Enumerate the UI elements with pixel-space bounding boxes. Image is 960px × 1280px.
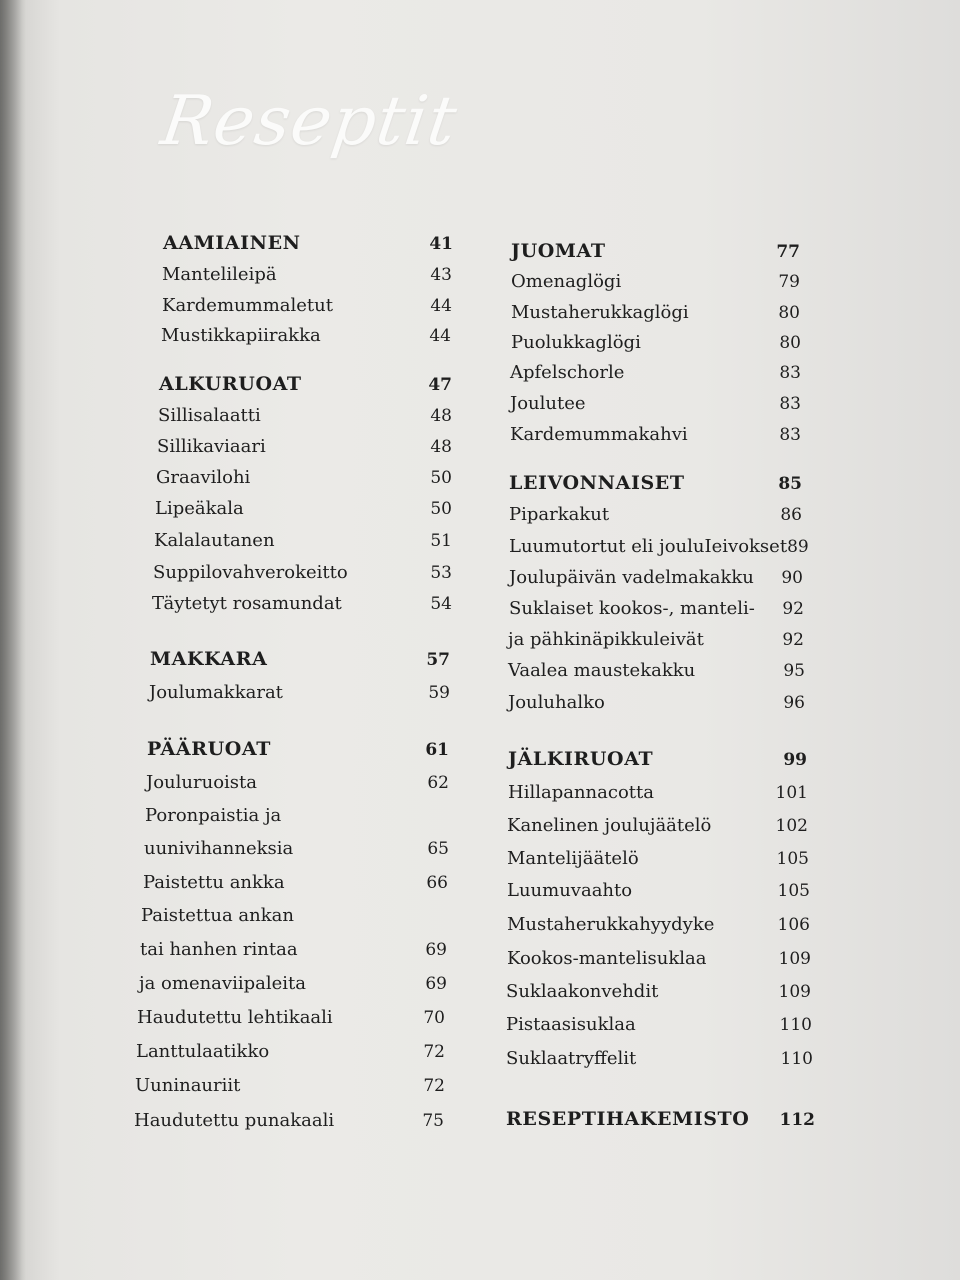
toc-right-entry <box>507 914 810 935</box>
page-number: 105 <box>776 849 809 869</box>
page-number: 110 <box>780 1049 813 1069</box>
toc-left-entry <box>140 939 447 960</box>
toc-right-entry <box>506 981 811 1002</box>
recipe-name: Mustaherukkahyydyke <box>507 914 715 935</box>
toc-left-entry <box>154 530 452 551</box>
section-title: LEIVONNAISET <box>509 472 685 494</box>
recipe-name: uunivihanneksia <box>144 838 294 859</box>
recipe-name: Poronpaistia ja <box>145 805 282 826</box>
recipe-name: Kalalautanen <box>154 530 275 551</box>
recipe-name: Haudutettu lehtikaali <box>137 1007 333 1028</box>
toc-left-section-heading <box>150 648 450 670</box>
page-number: 69 <box>425 940 447 960</box>
recipe-name: Suklaiset kookos-, manteli- <box>509 598 755 619</box>
toc-right-entry <box>507 948 811 969</box>
toc-right-entry <box>506 1048 813 1069</box>
recipe-name: Hillapannacotta <box>508 782 654 803</box>
toc-right-entry <box>508 692 805 713</box>
page-number: 101 <box>775 783 808 803</box>
recipe-name: Pistaasisuklaa <box>506 1014 636 1035</box>
toc-left-section-heading <box>159 373 452 395</box>
page-number: 50 <box>430 468 452 488</box>
page-number: 62 <box>427 773 449 793</box>
recipe-name: Jouluhalko <box>508 692 605 713</box>
page-number: 109 <box>778 982 811 1002</box>
toc-left-entry <box>143 872 448 893</box>
page-number: 96 <box>783 693 805 713</box>
recipe-name: Kanelinen joulujäätelö <box>507 815 712 836</box>
section-title: ALKURUOAT <box>159 373 302 395</box>
toc-left-entry <box>158 405 452 426</box>
toc-left-entry <box>141 905 447 926</box>
toc-left-entry <box>162 295 452 316</box>
toc-right-section-heading <box>511 240 800 262</box>
page-number: 48 <box>430 437 452 457</box>
page-number: 54 <box>430 594 452 614</box>
page-number: 50 <box>430 499 452 519</box>
recipe-name: Mustikkapiirakka <box>161 325 321 346</box>
page-number: 44 <box>430 296 452 316</box>
section-title: JUOMAT <box>511 240 606 262</box>
toc-right-section-heading <box>508 748 807 770</box>
toc-right-entry <box>508 660 805 681</box>
recipe-name: Suklaatryffelit <box>506 1048 637 1069</box>
toc-left-entry <box>139 973 447 994</box>
toc-right-section-heading <box>506 1108 815 1130</box>
recipe-name: Vaalea maustekakku <box>508 660 696 681</box>
page-number: 72 <box>423 1042 445 1062</box>
page-number: 105 <box>777 881 810 901</box>
toc-right-entry <box>511 332 801 353</box>
toc-left-entry <box>153 562 452 583</box>
recipe-name: Lanttulaatikko <box>136 1041 270 1062</box>
toc-right-entry <box>510 362 801 383</box>
toc-right-entry <box>507 880 810 901</box>
recipe-name: Luumuvaahto <box>507 880 633 901</box>
toc-right-entry <box>509 536 809 557</box>
section-title: AAMIAINEN <box>163 232 301 254</box>
page-number: 72 <box>423 1076 445 1096</box>
page-number: 66 <box>426 873 448 893</box>
toc-left-entry <box>156 467 452 488</box>
page-number: 69 <box>425 974 447 994</box>
page-number: 80 <box>778 303 800 323</box>
toc-right-entry <box>511 271 800 292</box>
page-number: 110 <box>779 1015 812 1035</box>
recipe-name: Mantelijäätelö <box>507 848 639 869</box>
toc-left-entry <box>162 264 452 285</box>
recipe-name: Sillikaviaari <box>157 436 266 457</box>
toc-left-entry <box>137 1007 445 1028</box>
page-number: 85 <box>778 474 802 494</box>
section-title: PÄÄRUOAT <box>147 738 271 760</box>
page-number: 41 <box>429 234 453 254</box>
page-number: 77 <box>776 242 800 262</box>
page-number: 106 <box>777 915 810 935</box>
page-number: 80 <box>779 333 801 353</box>
page-number: 57 <box>426 650 450 670</box>
page-number: 90 <box>781 568 803 588</box>
section-title: MAKKARA <box>150 648 268 670</box>
page-number: 48 <box>430 406 452 426</box>
recipe-name: Paistettua ankan <box>141 905 294 926</box>
toc-right-entry <box>510 393 801 414</box>
page-number: 59 <box>428 683 450 703</box>
toc-right-entry <box>509 504 802 525</box>
page-number: 99 <box>783 750 807 770</box>
recipe-name: ja pähkinäpikkuleivät <box>508 629 704 650</box>
recipe-name: Joulupäivän vadelmakakku <box>509 567 754 588</box>
toc-left-entry <box>144 838 449 859</box>
page-number: 75 <box>422 1111 444 1131</box>
page-number: 53 <box>430 563 452 583</box>
toc-right-entry <box>508 629 804 650</box>
recipe-name: Suppilovahverokeitto <box>153 562 348 583</box>
toc-right-section-heading <box>509 472 802 494</box>
recipe-name: Apfelschorle <box>510 362 625 383</box>
recipe-name: Suklaakonvehdit <box>506 981 659 1002</box>
toc-right-entry <box>509 567 803 588</box>
page-title: Reseptit <box>156 82 463 161</box>
toc-right-entry <box>509 598 804 619</box>
recipe-name: Uuninauriit <box>135 1075 241 1096</box>
toc-left-section-heading <box>147 738 449 760</box>
recipe-name: Kardemummaletut <box>162 295 333 316</box>
toc-right-entry <box>507 815 808 836</box>
recipe-name: Kookos-mantelisuklaa <box>507 948 707 969</box>
recipe-name: Sillisalaatti <box>158 405 261 426</box>
recipe-name: Joulutee <box>510 393 586 414</box>
toc-left-entry <box>152 593 452 614</box>
recipe-name: Paistettu ankka <box>143 872 285 893</box>
toc-left-entry <box>145 805 449 826</box>
toc-right-entry <box>508 782 808 803</box>
toc-left-entry <box>136 1041 445 1062</box>
page-number: 92 <box>782 630 804 650</box>
page-number: 109 <box>778 949 811 969</box>
page-number: 83 <box>779 363 801 383</box>
page-number: 43 <box>430 265 452 285</box>
recipe-name: Luumutortut eli jouluIeivokset <box>509 536 788 557</box>
recipe-name: Jouluruoista <box>146 772 257 793</box>
recipe-name: Mantelileipä <box>162 264 277 285</box>
toc-left-section-heading <box>163 232 453 254</box>
recipe-name: Puolukkaglögi <box>511 332 641 353</box>
page-number: 44 <box>429 326 451 346</box>
toc-left-entry <box>134 1110 444 1131</box>
recipe-name: Omenaglögi <box>511 271 622 292</box>
toc-left-entry <box>157 436 452 457</box>
recipe-name: Piparkakut <box>509 504 610 525</box>
toc-left-entry <box>135 1075 445 1096</box>
recipe-name: ja omenaviipaleita <box>139 973 306 994</box>
page-number: 95 <box>783 661 805 681</box>
recipe-name: Haudutettu punakaali <box>134 1110 335 1131</box>
page-number: 83 <box>779 394 801 414</box>
section-title: JÄLKIRUOAT <box>508 748 654 770</box>
page-number: 70 <box>423 1008 445 1028</box>
toc-left-entry <box>146 772 449 793</box>
recipe-name: Mustaherukkaglögi <box>511 302 689 323</box>
toc-right-entry <box>506 1014 812 1035</box>
toc-left-entry <box>161 325 451 346</box>
page-number: 86 <box>780 505 802 525</box>
page-number: 61 <box>425 740 449 760</box>
recipe-name: Graavilohi <box>156 467 251 488</box>
page-number: 102 <box>775 816 808 836</box>
toc-right-entry <box>511 302 800 323</box>
page-number: 112 <box>779 1110 815 1130</box>
recipe-name: Lipeäkala <box>155 498 244 519</box>
toc-right-entry <box>510 424 801 445</box>
toc-left-entry <box>149 682 450 703</box>
page-number: 89 <box>787 537 809 557</box>
page-number: 79 <box>778 272 800 292</box>
recipe-name: Kardemummakahvi <box>510 424 688 445</box>
page-number: 92 <box>782 599 804 619</box>
page-number: 65 <box>427 839 449 859</box>
toc-right-entry <box>507 848 809 869</box>
page-number: 47 <box>428 375 452 395</box>
page-number: 51 <box>430 531 452 551</box>
section-title: RESEPTIHAKEMISTO <box>506 1108 750 1130</box>
recipe-name: Täytetyt rosamundat <box>152 593 342 614</box>
page-gutter-shadow <box>0 0 26 1280</box>
toc-left-entry <box>155 498 452 519</box>
recipe-name: Joulumakkarat <box>149 682 283 703</box>
page-number: 83 <box>779 425 801 445</box>
recipe-name: tai hanhen rintaa <box>140 939 298 960</box>
